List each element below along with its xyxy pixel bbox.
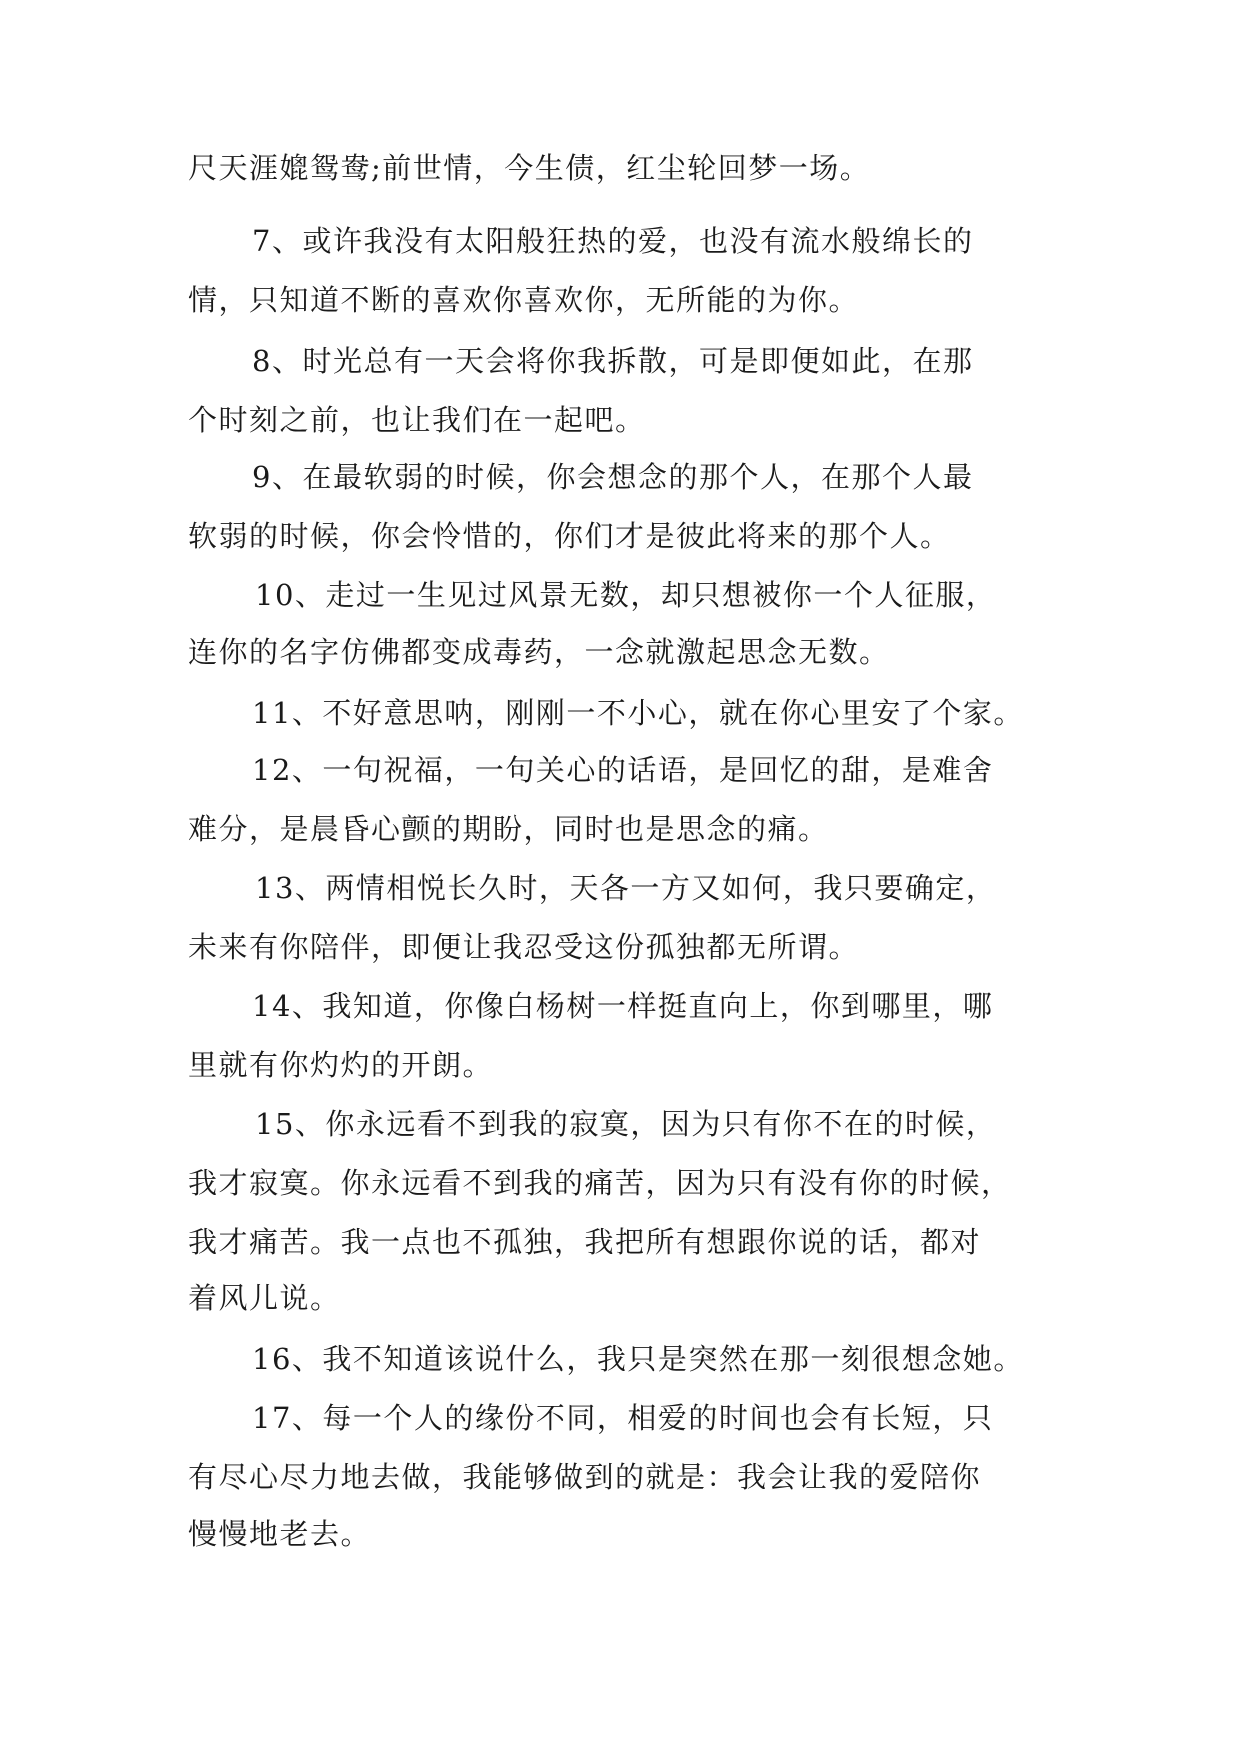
text-line: 我才寂寞。你永远看不到我的痛苦，因为只有没有你的时候， xyxy=(188,1166,1012,1200)
text-line: 12、一句祝福，一句关心的话语，是回忆的甜，是难舍 xyxy=(252,753,994,787)
text-line: 未来有你陪伴，即便让我忍受这份孤独都无所谓。 xyxy=(188,930,860,964)
text-line: 个时刻之前，也让我们在一起吧。 xyxy=(188,403,646,437)
text-line: 17、每一个人的缘份不同，相爱的时间也会有长短，只 xyxy=(252,1401,994,1435)
text-line: 情，只知道不断的喜欢你喜欢你，无所能的为你。 xyxy=(188,283,860,317)
text-line: 难分，是晨昏心颤的期盼，同时也是思念的痛。 xyxy=(188,812,829,846)
text-line: 软弱的时候，你会怜惜的，你们才是彼此将来的那个人。 xyxy=(188,519,951,553)
text-line: 9、在最软弱的时候，你会想念的那个人，在那个人最 xyxy=(252,460,974,494)
text-line: 10、走过一生见过风景无数，却只想被你一个人征服， xyxy=(255,578,997,612)
text-line: 8、时光总有一天会将你我拆散，可是即便如此，在那 xyxy=(252,344,974,378)
text-line: 16、我不知道该说什么，我只是突然在那一刻很想念她。 xyxy=(252,1342,1024,1376)
text-line: 15、你永远看不到我的寂寞，因为只有你不在的时候， xyxy=(255,1107,997,1141)
text-line: 有尽心尽力地去做，我能够做到的就是：我会让我的爱陪你 xyxy=(188,1460,982,1494)
text-line: 13、两情相悦长久时，天各一方又如何，我只要确定， xyxy=(255,871,997,905)
text-line: 11、不好意思呐，刚刚一不小心，就在你心里安了个家。 xyxy=(252,696,1024,730)
text-line: 着风儿说。 xyxy=(188,1281,341,1315)
text-line: 里就有你灼灼的开朗。 xyxy=(188,1048,494,1082)
text-line: 我才痛苦。我一点也不孤独，我把所有想跟你说的话，都对 xyxy=(188,1225,982,1259)
text-line: 慢慢地老去。 xyxy=(188,1517,372,1551)
text-line: 7、或许我没有太阳般狂热的爱，也没有流水般绵长的 xyxy=(252,224,974,258)
text-line: 连你的名字仿佛都变成毒药，一念就激起思念无数。 xyxy=(188,635,890,669)
text-line: 14、我知道，你像白杨树一样挺直向上，你到哪里，哪 xyxy=(252,989,994,1023)
text-line: 尺天涯媲鸳鸯;前世情，今生债，红尘轮回梦一场。 xyxy=(188,151,871,185)
